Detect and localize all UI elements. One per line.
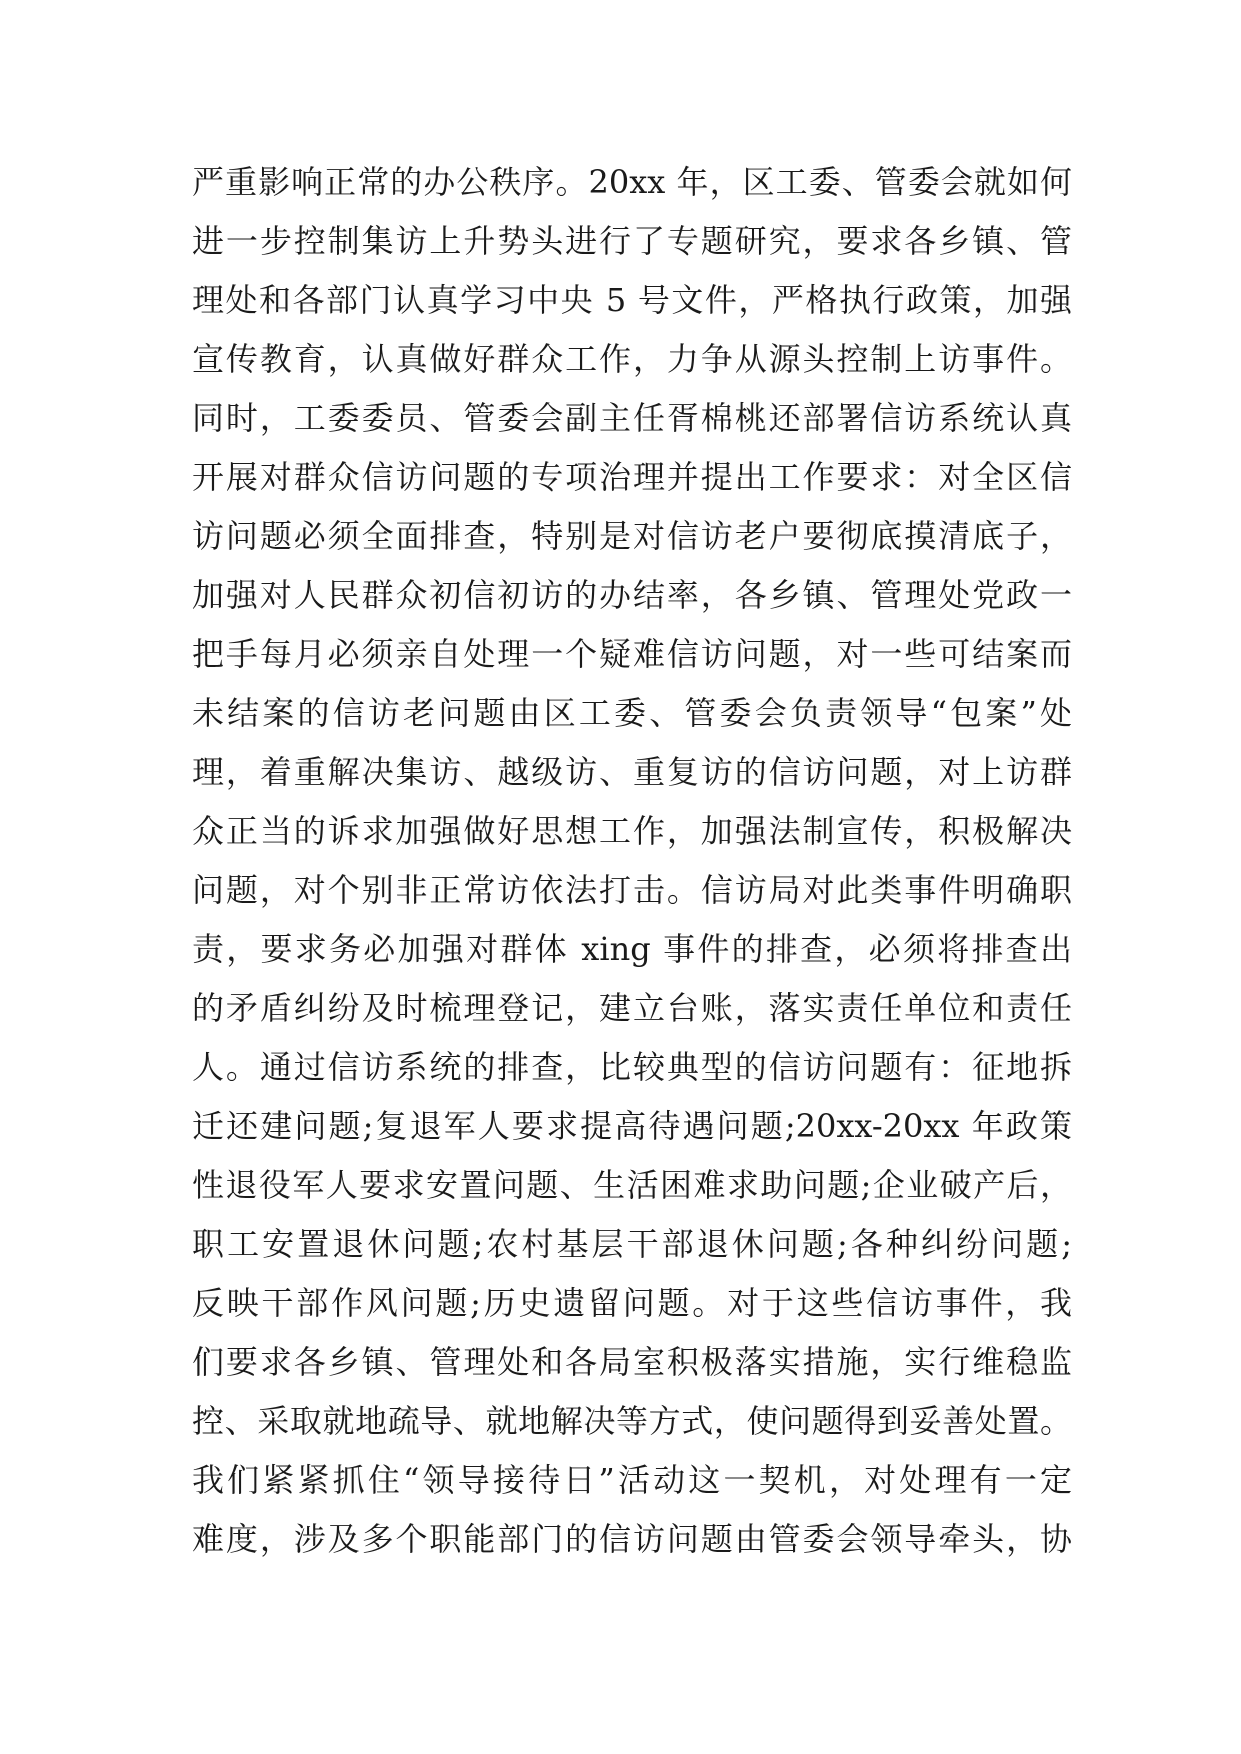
text-line-6: 开展对群众信访问题的专项治理并提出工作要求：对全区信	[192, 458, 1072, 496]
text-line-12: 众正当的诉求加强做好思想工作，加强法制宣传，积极解决	[192, 812, 1072, 850]
text-line-11: 理，着重解决集访、越级访、重复访的信访问题，对上访群	[192, 753, 1072, 791]
text-line-14: 责，要求务必加强对群体 xing 事件的排查，必须将排查出	[192, 930, 1072, 968]
text-line-19: 职工安置退休问题;农村基层干部退休问题;各种纠纷问题;	[192, 1225, 1072, 1263]
body-text	[192, 153, 1072, 1569]
text-line-13: 问题，对个别非正常访依法打击。信访局对此类事件明确职	[192, 871, 1072, 909]
text-line-20: 反映干部作风问题;历史遗留问题。对于这些信访事件，我	[192, 1284, 1072, 1322]
text-line-4: 宣传教育，认真做好群众工作，力争从源头控制上访事件。	[192, 340, 1072, 378]
text-line-7: 访问题必须全面排查，特别是对信访老户要彻底摸清底子，	[192, 517, 1072, 555]
text-line-17: 迁还建问题;复退军人要求提高待遇问题;20xx-20xx 年政策	[192, 1107, 1072, 1145]
text-line-15: 的矛盾纠纷及时梳理登记，建立台账，落实责任单位和责任	[192, 989, 1072, 1027]
text-line-22: 控、采取就地疏导、就地解决等方式，使问题得到妥善处置。	[192, 1402, 1072, 1440]
text-line-1: 严重影响正常的办公秩序。20xx 年，区工委、管委会就如何	[192, 163, 1072, 201]
text-line-18: 性退役军人要求安置问题、生活困难求助问题;企业破产后，	[192, 1166, 1072, 1204]
text-line-2: 进一步控制集访上升势头进行了专题研究，要求各乡镇、管	[192, 222, 1072, 260]
text-line-24: 难度，涉及多个职能部门的信访问题由管委会领导牵头，协	[192, 1520, 1072, 1558]
text-line-5: 同时，工委委员、管委会副主任胥棉桃还部署信访系统认真	[192, 399, 1072, 437]
text-line-16: 人。通过信访系统的排查，比较典型的信访问题有：征地拆	[192, 1048, 1072, 1086]
text-line-9: 把手每月必须亲自处理一个疑难信访问题，对一些可结案而	[192, 635, 1072, 673]
text-line-10: 未结案的信访老问题由区工委、管委会负责领导“包案”处	[192, 694, 1072, 732]
text-line-23: 我们紧紧抓住“领导接待日”活动这一契机，对处理有一定	[192, 1461, 1072, 1499]
text-line-21: 们要求各乡镇、管理处和各局室积极落实措施，实行维稳监	[192, 1343, 1072, 1381]
text-line-3: 理处和各部门认真学习中央 5 号文件，严格执行政策，加强	[192, 281, 1072, 319]
text-line-8: 加强对人民群众初信初访的办结率，各乡镇、管理处党政一	[192, 576, 1072, 614]
